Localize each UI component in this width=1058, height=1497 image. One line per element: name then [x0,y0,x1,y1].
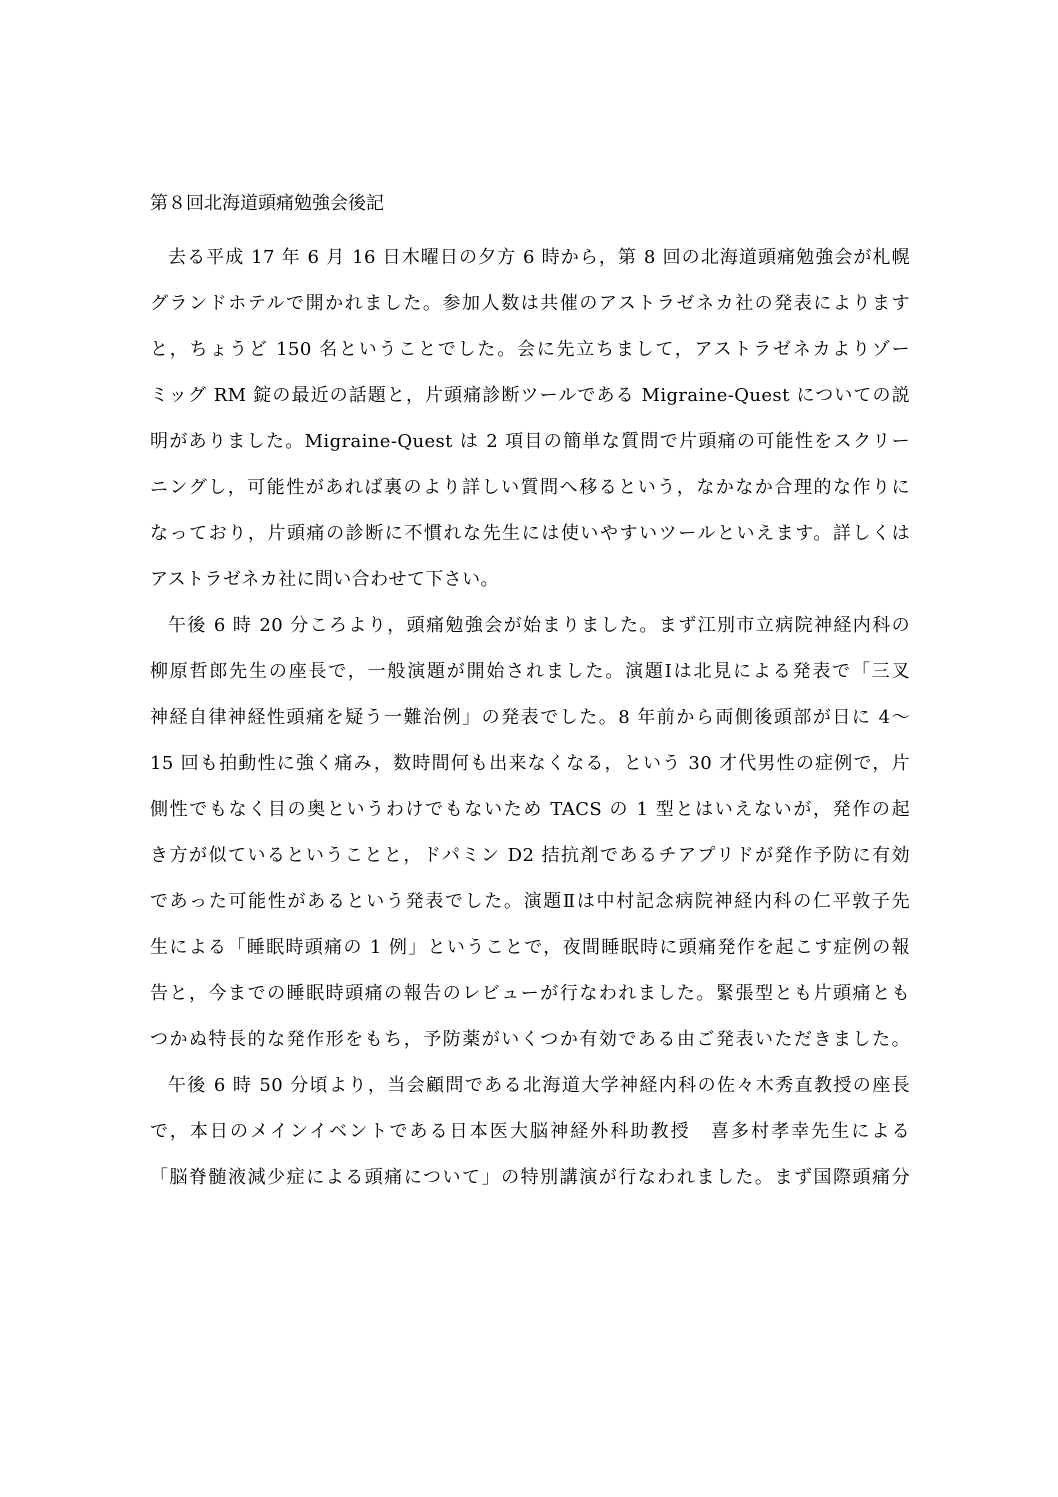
text-line: 午後 6 時 20 分ころより，頭痛勉強会が始まりました。まず江別市立病院神経内科の [168,615,910,636]
text-line: 明がありました。Migraine-Quest は 2 項目の簡単な質問で片頭痛の可能性をスクリー [150,431,910,452]
document-body [150,242,910,1208]
text-line: 15 回も拍動性に強く痛み，数時間何も出来なくなる，という 30 才代男性の症例で，片 [150,753,910,774]
text-line: アストラゼネカ社に問い合わせて下さい。 [150,569,499,590]
text-line: ニングし，可能性があれば裏のより詳しい質問へ移るという，なかなか合理的な作りに [150,477,910,498]
text-line: 去る平成 17 年 6 月 16 日木曜日の夕方 6 時から，第 8 回の北海道頭痛勉強会が札幌 [168,247,910,268]
text-line: き方が似ているということと，ドパミン D2 拮抗剤であるチアプリドが発作予防に有効 [150,845,910,866]
text-line: 告と，今までの睡眠時頭痛の報告のレビューが行なわれました。緊張型とも片頭痛とも [150,983,910,1004]
text-line: と，ちょうど 150 名ということでした。会に先立ちまして，アストラゼネカよりゾー [150,339,910,360]
text-line: ミッグ RM 錠の最近の話題と，片頭痛診断ツールである Migraine-Quest についての説 [150,385,910,406]
text-line: 生による「睡眠時頭痛の 1 例」ということで，夜間睡眠時に頭痛発作を起こす症例の報 [150,937,910,958]
document-title: 第８回北海道頭痛勉強会後記 [150,193,384,214]
text-line: 神経自律神経性頭痛を疑う一難治例」の発表でした。8 年前から両側後頭部が日に 4～ [150,707,910,728]
text-line: つかぬ特長的な発作形をもち，予防薬がいくつか有効である由ご発表いただきました。 [150,1029,910,1050]
text-line: グランドホテルで開かれました。参加人数は共催のアストラゼネカ社の発表によります [150,293,910,314]
text-line: であった可能性があるという発表でした。演題Ⅱは中村記念病院神経内科の仁平敦子先 [150,891,910,912]
text-line: 午後 6 時 50 分頃より，当会顧問である北海道大学神経内科の佐々木秀直教授の座長 [168,1075,910,1096]
text-line: 柳原哲郎先生の座長で，一般演題が開始されました。演題Ⅰは北見による発表で「三叉 [150,661,910,682]
text-line: 「脳脊髄液減少症による頭痛について」の特別講演が行なわれました。まず国際頭痛分 [150,1167,910,1188]
text-line: で，本日のメインイベントである日本医大脳神経外科助教授 喜多村孝幸先生による [150,1121,910,1142]
text-line: 側性でもなく目の奥というわけでもないため TACS の 1 型とはいえないが，発作の起 [150,799,910,820]
text-line: なっており，片頭痛の診断に不慣れな先生には使いやすいツールといえます。詳しくは [150,523,910,544]
